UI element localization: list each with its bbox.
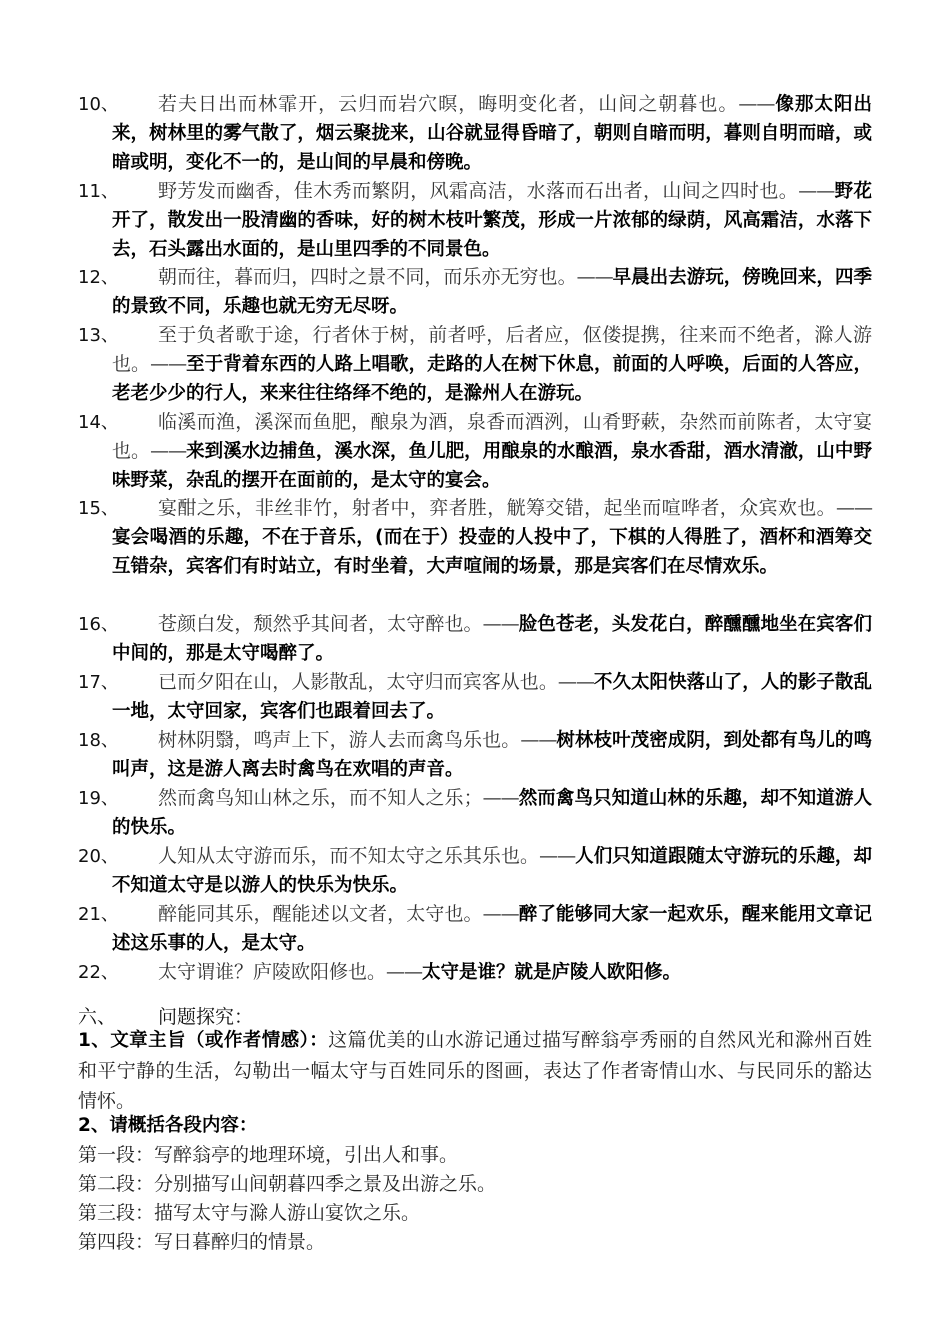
item-text — [112, 668, 872, 726]
original-text: 树林阴翳，鸣声上下，游人去而禽鸟乐也。 — [158, 729, 521, 751]
dash: —— — [520, 729, 557, 751]
translation-text: 不久太阳快落山了，人的影子散乱一地，太守回家，宾客们也跟着回去了。 — [112, 672, 872, 722]
list-item — [78, 784, 872, 842]
theme-text: 这篇优美的山水游记通过描写醉翁亭秀丽的自然风光和滁州百姓和平宁静的生活，勾勒出一幅太守与百姓同乐的图画，表达了作者寄情山水、与民同乐的豁达情怀。 — [78, 1029, 872, 1112]
item-number: 12、 — [78, 267, 119, 288]
original-text: 醉能同其乐，醒能述以文者，太守也。 — [158, 903, 483, 925]
translation-text: 野花开了，散发出一股清幽的香味，好的树木枝叶繁茂，形成一片浓郁的绿荫，风高霜洁，水落下去，石头露出水面的，是山里四季的不同景色。 — [112, 181, 872, 260]
list-item — [78, 263, 872, 321]
list-item — [78, 610, 872, 668]
item-text — [112, 726, 872, 784]
translation-text: 人们只知道跟随太守游玩的乐趣，却不知道太守是以游人的快乐为快乐。 — [112, 846, 872, 896]
original-text: 若夫日出而林霏开，云归而岩穴暝，晦明变化者，山间之朝暮也。 — [158, 93, 739, 115]
item-text — [112, 610, 872, 668]
dash: —— — [386, 961, 423, 983]
list-item — [78, 494, 872, 581]
summary-paragraph: 第一段：写醉翁亭的地理环境，引出人和事。 — [78, 1144, 459, 1166]
translation-text: 早晨出去游玩，傍晚回来，四季的景致不同，乐趣也就无穷无尽呀。 — [112, 267, 872, 317]
dash: —— — [150, 353, 187, 375]
translation-text: 脸色苍老，头发花白，醉醺醺地坐在宾客们中间的，那是太守喝醉了。 — [112, 614, 872, 664]
list-item — [78, 90, 872, 177]
summary-label: 2、请概括各段内容： — [78, 1115, 258, 1136]
translation-text: 然而禽鸟只知道山林的乐趣，却不知道游人的快乐。 — [112, 788, 872, 838]
translation-text: 太守是谁？就是庐陵人欧阳修。 — [422, 962, 682, 983]
theme-label: 1、文章主旨（或作者情感）： — [78, 1030, 329, 1051]
original-text: 苍颜白发，颓然乎其间者，太守醉也。 — [158, 613, 483, 635]
dash: —— — [482, 903, 519, 925]
section-label: 问题探究： — [158, 1006, 254, 1028]
dash: —— — [576, 266, 613, 288]
item-text — [112, 177, 872, 264]
summary-paragraph: 第三段：描写太守与滁人游山宴饮之乐。 — [78, 1202, 421, 1224]
original-text: 已而夕阳在山，人影散乱，太守归而宾客从也。 — [158, 671, 558, 693]
original-text: 人知从太守游而乐，而不知太守之乐其乐也。 — [158, 845, 540, 867]
dash: —— — [482, 613, 519, 635]
list-item — [78, 408, 872, 495]
original-text: 然而禽鸟知山林之乐，而不知人之乐； — [158, 787, 483, 809]
original-text: 宴酣之乐，非丝非竹，射者中，弈者胜，觥筹交错，起坐而喧哗者，众宾欢也。 — [158, 497, 836, 519]
item-number: 15、 — [78, 498, 119, 519]
dash: —— — [738, 93, 775, 115]
dash: —— — [482, 787, 519, 809]
summary-paragraph: 第二段：分别描写山间朝暮四季之景及出游之乐。 — [78, 1173, 497, 1195]
item-text — [112, 842, 872, 900]
item-number: 22、 — [78, 962, 119, 983]
original-text: 野芳发而幽香，佳木秀而繁阴，风霜高洁，水落而石出者，山间之四时也。 — [158, 180, 799, 202]
original-text: 至于负者歌于途，行者休于树，前者呼，后者应，伛偻提携，往来而不绝者，滁人游也。 — [112, 324, 872, 375]
summary-paragraph: 第四段：写日暮醉归的情景。 — [78, 1231, 326, 1253]
list-item — [78, 842, 872, 900]
item-number: 17、 — [78, 672, 119, 693]
dash: —— — [539, 845, 576, 867]
original-text: 太守谓谁？庐陵欧阳修也。 — [158, 961, 387, 983]
list-item — [78, 668, 872, 726]
item-text — [112, 494, 872, 581]
dash: —— — [836, 497, 872, 519]
item-number: 10、 — [78, 94, 119, 115]
item-number: 14、 — [78, 412, 119, 433]
list-item — [78, 726, 872, 784]
item-number: 20、 — [78, 846, 119, 867]
translation-text: 宴会喝酒的乐趣，不在于音乐，(而在于）投壶的人投中了，下棋的人得胜了，酒杯和酒筹交互错杂，宾客们有时站立，有时坐着，大声喧闹的场景，那是宾客们在尽情欢乐。 — [112, 527, 872, 577]
list-item — [78, 900, 872, 958]
item-text — [112, 408, 872, 495]
item-text — [112, 900, 872, 958]
list-item — [78, 321, 872, 408]
item-number: 21、 — [78, 904, 119, 925]
original-text: 朝而往，暮而归，四时之景不同，而乐亦无穷也。 — [158, 266, 577, 288]
item-text — [112, 321, 872, 408]
dash: —— — [557, 671, 594, 693]
item-number: 11、 — [78, 181, 119, 202]
dash: —— — [150, 440, 187, 462]
translation-text: 像那太阳出来，树林里的雾气散了，烟云聚拢来，山谷就显得昏暗了，朝则自暗而明，暮则自明而暗，或暗或明，变化不一的，是山间的早晨和傍晚。 — [112, 94, 872, 173]
dash: —— — [798, 180, 835, 202]
item-text — [112, 958, 872, 987]
list-item — [78, 177, 872, 264]
item-number: 18、 — [78, 730, 119, 751]
item-number: 19、 — [78, 788, 119, 809]
item-text — [112, 90, 872, 177]
translation-text: 醉了能够同大家一起欢乐，醒来能用文章记述这乐事的人，是太守。 — [112, 904, 872, 954]
item-text — [112, 263, 872, 321]
list-item — [78, 958, 872, 987]
theme-paragraph — [78, 1025, 872, 1116]
item-number: 13、 — [78, 325, 119, 346]
translation-text: 来到溪水边捕鱼，溪水深，鱼儿肥，用酿泉的水酿酒，泉水香甜，酒水清澈，山中野味野菜，杂乱的摆开在面前的，是太守的宴会。 — [112, 441, 872, 491]
section-number: 六、 — [78, 1006, 117, 1028]
original-text: 临溪而渔，溪深而鱼肥，酿泉为酒，泉香而酒洌，山肴野蔌，杂然而前陈者，太守宴也。 — [112, 411, 872, 462]
item-number: 16、 — [78, 614, 119, 635]
translation-text: 树林枝叶茂密成阴，到处都有鸟儿的鸣叫声，这是游人离去时禽鸟在欢唱的声音。 — [112, 730, 872, 780]
translation-text: 至于背着东西的人路上唱歌，走路的人在树下休息，前面的人呼唤，后面的人答应，老老少少的行人，来来往往络绎不绝的，是滁州人在游玩。 — [112, 354, 872, 404]
item-text — [112, 784, 872, 842]
